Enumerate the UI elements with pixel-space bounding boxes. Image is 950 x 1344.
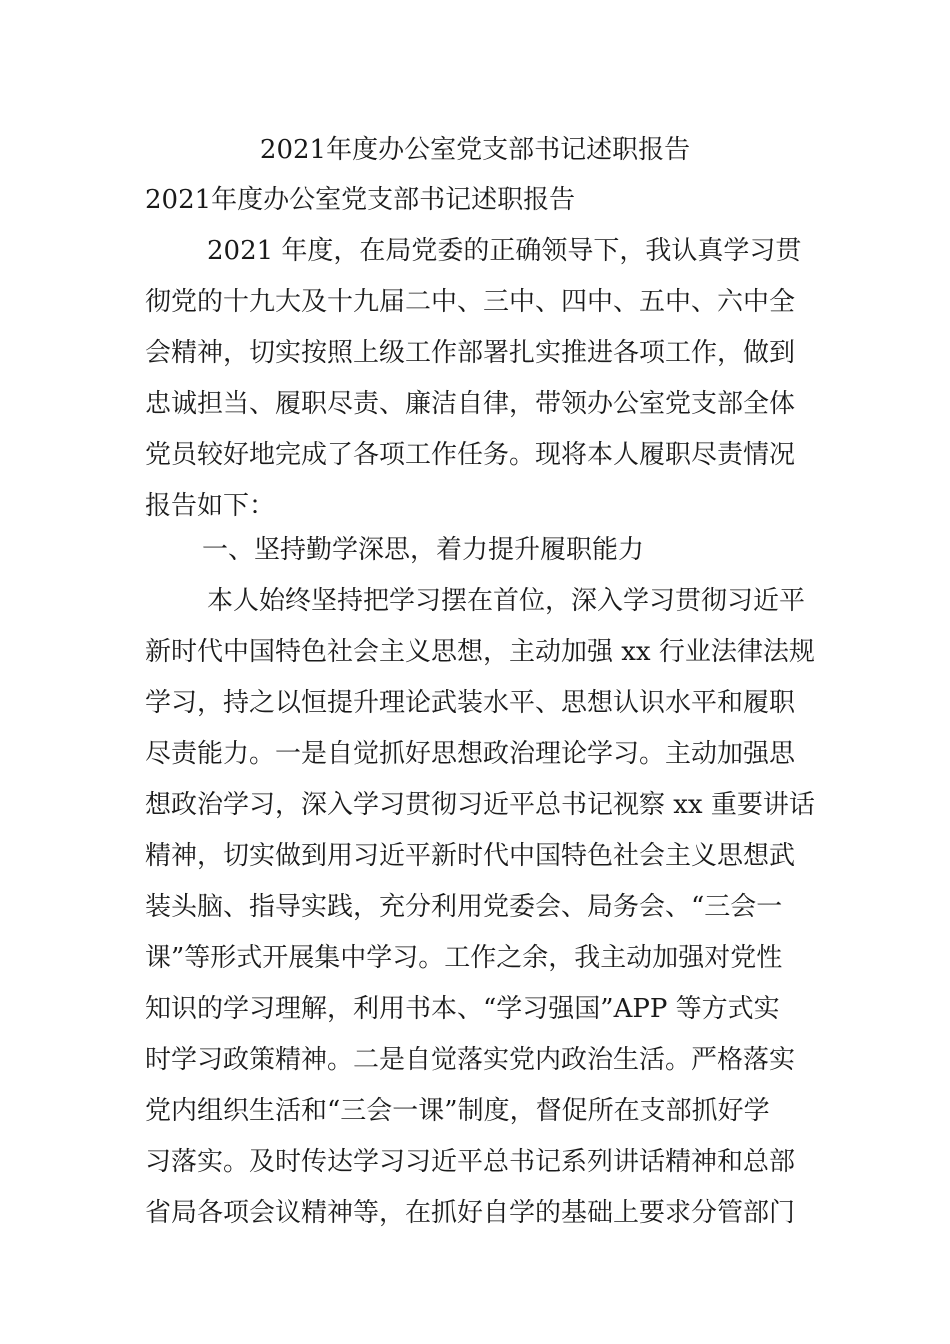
paragraph-line: 精神，切实做到用习近平新时代中国特色社会主义思想武: [145, 841, 796, 871]
paragraph-line: 时学习政策精神。二是自觉落实党内政治生活。严格落实: [145, 1045, 796, 1075]
paragraph-line: 装头脑、指导实践，充分利用党委会、局务会、“三会一: [145, 892, 783, 922]
paragraph-line: 2021 年度，在局党委的正确领导下，我认真学习贯: [207, 236, 802, 266]
paragraph-line: 尽责能力。一是自觉抓好思想政治理论学习。主动加强思: [145, 739, 796, 769]
paragraph-line: 学习，持之以恒提升理论武装水平、思想认识水平和履职: [145, 688, 796, 718]
paragraph-line: 新时代中国特色社会主义思想，主动加强 xx 行业法律法规: [145, 637, 815, 667]
document-title: 2021年度办公室党支部书记述职报告: [259, 135, 691, 165]
paragraph-line: 课”等形式开展集中学习。工作之余，我主动加强对党性: [145, 943, 783, 973]
paragraph-line: 党员较好地完成了各项工作任务。现将本人履职尽责情况: [145, 440, 796, 470]
paragraph-line: 党内组织生活和“三会一课”制度，督促所在支部抓好学: [145, 1096, 770, 1126]
section-heading: 一、坚持勤学深思，着力提升履职能力: [202, 535, 645, 565]
paragraph-line: 忠诚担当、履职尽责、廉洁自律，带领办公室党支部全体: [145, 389, 796, 419]
paragraph-line: 省局各项会议精神等，在抓好自学的基础上要求分管部门: [145, 1198, 796, 1228]
paragraph-line: 会精神，切实按照上级工作部署扎实推进各项工作，做到: [145, 338, 796, 368]
paragraph-line: 习落实。及时传达学习习近平总书记系列讲话精神和总部: [145, 1147, 796, 1177]
paragraph-line: 报告如下：: [145, 491, 276, 521]
paragraph-line: 想政治学习，深入学习贯彻习近平总书记视察 xx 重要讲话: [145, 790, 815, 820]
paragraph-line: 本人始终坚持把学习摆在首位，深入学习贯彻习近平: [207, 586, 806, 616]
paragraph-line: 知识的学习理解，利用书本、“学习强国”APP 等方式实: [145, 994, 780, 1024]
document-subtitle: 2021年度办公室党支部书记述职报告: [145, 185, 576, 215]
paragraph-line: 彻党的十九大及十九届二中、三中、四中、五中、六中全: [145, 287, 796, 317]
